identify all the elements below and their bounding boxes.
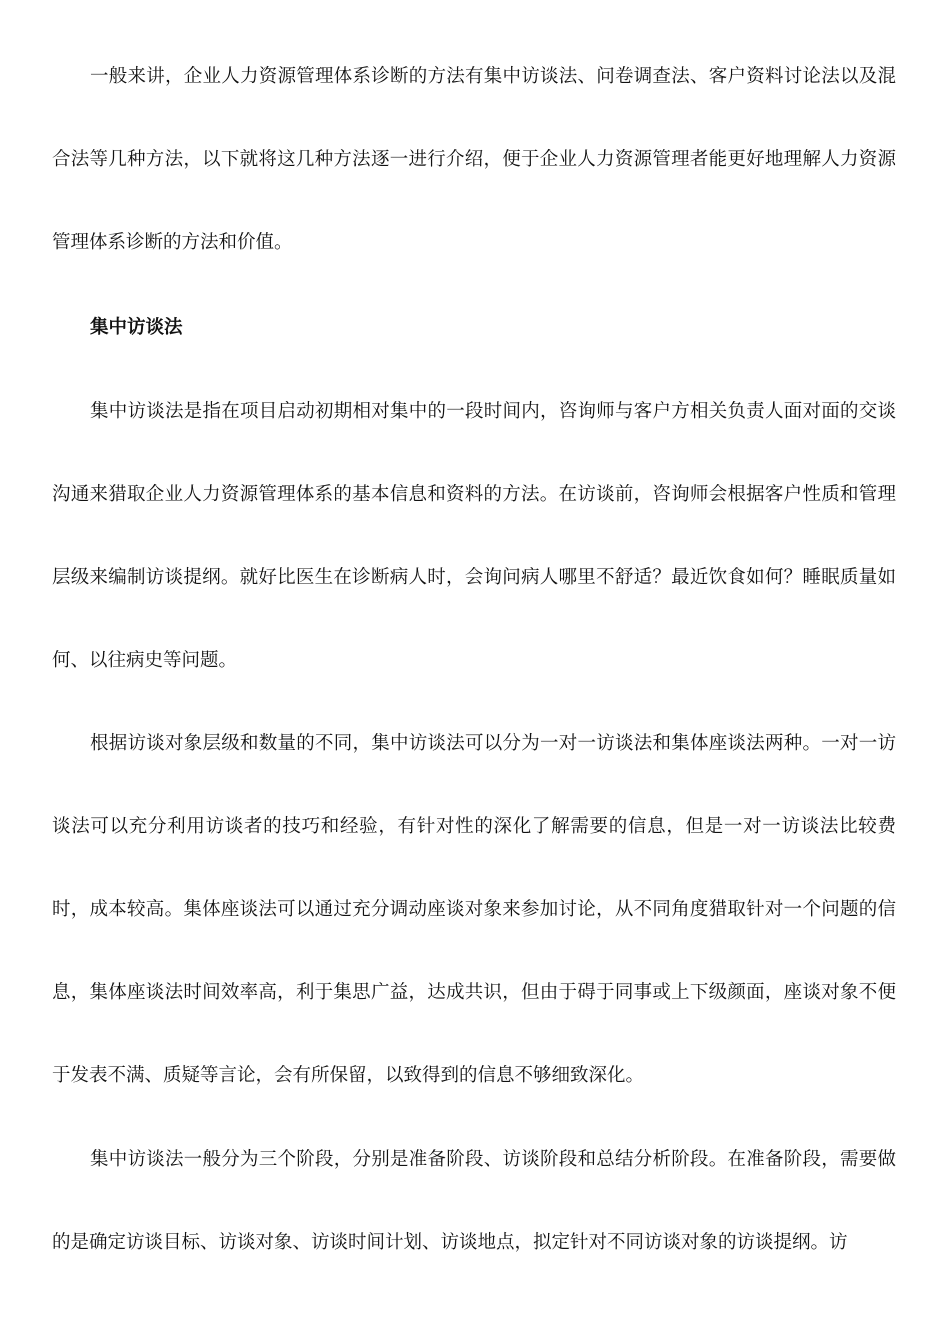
definition-paragraph: 集中访谈法是指在项目启动初期相对集中的一段时间内，咨询师与客户方相关负责人面对面的交谈沟通来猎取企业人力资源管理体系的基本信息和资料的方法。在访谈前，咨询师会根据客户性质和管理层级来编制访谈提纲。就好比医生在诊断病人时，会询问病人哪里不舒适？最近饮食如何？睡眠质量如何、以往病史等问题。 [52, 401, 896, 671]
section-heading: 集中访谈法 [90, 317, 183, 338]
types-paragraph: 根据访谈对象层级和数量的不同，集中访谈法可以分为一对一访谈法和集体座谈法两种。一对一访谈法可以充分利用访谈者的技巧和经验，有针对性的深化了解需要的信息，但是一对一访谈法比较费时，成本较高。集体座谈法可以通过充分调动座谈对象来参加讨论，从不同角度猎取针对一个问题的信息，集体座谈法时间效率高，利于集思广益，达成共识，但由于碍于同事或上下级颜面，座谈对象不便于发表不满、质疑等言论，会有所保留，以致得到的信息不够细致深化。 [52, 733, 896, 1086]
stages-paragraph: 集中访谈法一般分为三个阶段，分别是准备阶段、访谈阶段和总结分析阶段。在准备阶段，需要做的是确定访谈目标、访谈对象、访谈时间计划、访谈地点，拟定针对不同访谈对象的访谈提纲。访 [52, 1149, 896, 1253]
intro-paragraph: 一般来讲，企业人力资源管理体系诊断的方法有集中访谈法、问卷调查法、客户资料讨论法以及混合法等几种方法，以下就将这几种方法逐一进行介绍，便于企业人力资源管理者能更好地理解人力资源管理体系诊断的方法和价值。 [52, 66, 896, 253]
